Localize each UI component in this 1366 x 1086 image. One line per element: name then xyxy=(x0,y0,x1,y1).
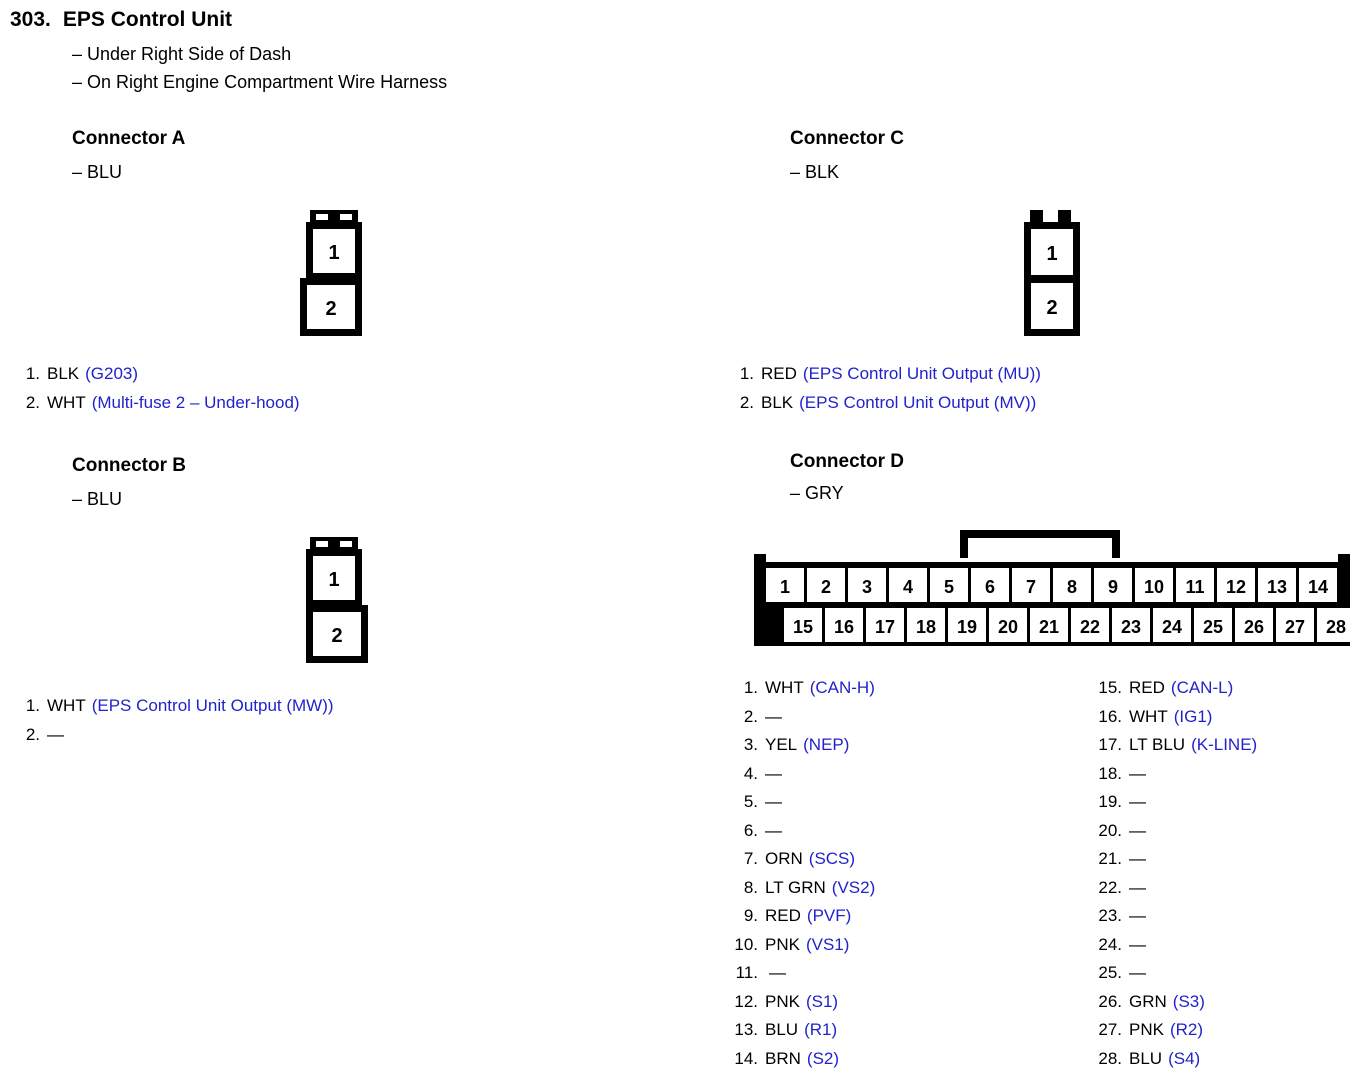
pin-wire: RED xyxy=(1129,678,1165,697)
svg-text:18: 18 xyxy=(915,617,937,637)
pin-index: 24. xyxy=(1098,934,1122,954)
pin-row xyxy=(1088,703,1366,732)
pin-wire: BLK xyxy=(761,392,794,412)
pin-index: 9. xyxy=(743,906,758,925)
svg-text:14: 14 xyxy=(1307,577,1329,597)
svg-text:26: 26 xyxy=(1243,617,1265,637)
pin-wire: — xyxy=(1129,849,1146,868)
pin-index: 5. xyxy=(743,792,758,811)
pin-wire: YEL xyxy=(765,735,798,754)
svg-text:5: 5 xyxy=(943,577,955,597)
pin-row xyxy=(730,845,1090,874)
pin-row xyxy=(730,988,1090,1017)
svg-text:2: 2 xyxy=(820,577,832,597)
pin-index: 11. xyxy=(735,963,758,982)
connector-c-title: Connector C xyxy=(790,128,904,149)
pin-row xyxy=(730,360,1290,389)
pin-wire: WHT xyxy=(765,678,804,697)
pin-wire: LT BLU xyxy=(1129,735,1186,754)
pin-signal: (S4) xyxy=(1168,1048,1201,1068)
pin-index: 13. xyxy=(734,1020,758,1039)
connector-d-title: Connector D xyxy=(790,451,904,472)
pin-index: 17. xyxy=(1098,735,1122,754)
pin-index: 8. xyxy=(743,877,758,897)
pin-wire: GRN xyxy=(1129,991,1167,1011)
pin-index: 10. xyxy=(734,934,758,954)
pin-row xyxy=(730,902,1090,931)
pin-signal: (R1) xyxy=(804,1020,838,1039)
pin-row xyxy=(730,703,1090,732)
pin-row xyxy=(16,692,536,721)
svg-text:9: 9 xyxy=(1107,577,1119,597)
pin-wire: — xyxy=(769,963,786,982)
pin-row xyxy=(1088,760,1366,789)
pin-wire: — xyxy=(1129,877,1146,897)
pin-wire: BLU xyxy=(765,1020,799,1039)
pin-wire: BLU xyxy=(1129,1048,1163,1068)
pin-wire: — xyxy=(1129,963,1146,982)
svg-text:24: 24 xyxy=(1161,617,1183,637)
svg-text:3: 3 xyxy=(861,577,873,597)
pin-index: 28. xyxy=(1098,1048,1122,1068)
connector-d-color: – GRY xyxy=(790,483,844,503)
pin-row xyxy=(730,874,1090,903)
pin-index: 14. xyxy=(734,1048,758,1068)
pin-signal: (S3) xyxy=(1172,991,1205,1011)
pin-index: 2. xyxy=(25,392,40,412)
pin-wire: RED xyxy=(761,364,797,383)
pin-row xyxy=(730,931,1090,960)
svg-text:1: 1 xyxy=(328,242,340,264)
svg-text:22: 22 xyxy=(1079,617,1101,637)
pin-row xyxy=(16,389,536,418)
pin-index: 6. xyxy=(743,820,758,840)
pin-index: 1. xyxy=(739,364,754,383)
pin-signal: (SCS) xyxy=(808,849,856,868)
svg-text:11: 11 xyxy=(1185,577,1205,597)
pin-wire: PNK xyxy=(765,991,800,1011)
svg-text:21: 21 xyxy=(1038,617,1060,637)
pin-index: 19. xyxy=(1098,792,1122,811)
pin-signal: (NEP) xyxy=(803,735,850,754)
pin-index: 21. xyxy=(1098,849,1122,868)
pin-index: 7. xyxy=(743,849,758,868)
svg-text:1: 1 xyxy=(328,569,340,591)
connector-c-pin-list xyxy=(730,360,1290,417)
pin-wire: BRN xyxy=(765,1048,801,1068)
pin-row xyxy=(730,731,1090,760)
svg-text:25: 25 xyxy=(1202,617,1224,637)
pin-index: 27. xyxy=(1098,1020,1122,1039)
connector-a-title: Connector A xyxy=(72,128,186,149)
svg-text:20: 20 xyxy=(997,617,1019,637)
pin-signal: (S2) xyxy=(806,1048,840,1068)
svg-text:23: 23 xyxy=(1120,617,1142,637)
pin-index: 15. xyxy=(1098,678,1122,697)
pin-wire: WHT xyxy=(47,392,86,412)
svg-text:27: 27 xyxy=(1284,617,1306,637)
pin-wire: — xyxy=(765,792,782,811)
pin-row xyxy=(730,389,1290,418)
pin-index: 22. xyxy=(1098,877,1122,897)
pin-row xyxy=(1088,1045,1366,1074)
svg-text:4: 4 xyxy=(902,577,914,597)
pin-wire: — xyxy=(1129,792,1146,811)
pin-row xyxy=(730,674,1090,703)
pin-index: 18. xyxy=(1098,763,1122,783)
pin-row xyxy=(730,1045,1090,1074)
section-title: EPS Control Unit xyxy=(62,8,233,31)
pin-signal: (EPS Control Unit Output (MU)) xyxy=(802,364,1041,383)
pin-row xyxy=(730,817,1090,846)
connector-d-pin-list-left xyxy=(730,674,1090,1073)
pin-wire: PNK xyxy=(765,934,800,954)
pin-wire: — xyxy=(765,763,782,783)
pin-wire: — xyxy=(1129,906,1146,925)
section-number: 303. xyxy=(10,8,51,31)
pin-signal: (PVF) xyxy=(806,906,852,925)
pin-index: 3. xyxy=(743,735,758,754)
pin-wire: PNK xyxy=(1129,1020,1164,1039)
pin-signal: (IG1) xyxy=(1173,706,1213,726)
pin-index: 1. xyxy=(25,364,40,383)
pin-index: 16. xyxy=(1098,706,1122,726)
svg-text:16: 16 xyxy=(833,617,855,637)
svg-text:6: 6 xyxy=(984,577,996,597)
pin-row xyxy=(1088,788,1366,817)
pin-index: 12. xyxy=(734,991,758,1011)
svg-text:10: 10 xyxy=(1143,577,1165,597)
pin-wire: RED xyxy=(765,906,801,925)
connector-b-title: Connector B xyxy=(72,455,186,476)
pin-row xyxy=(1088,874,1366,903)
svg-text:13: 13 xyxy=(1266,577,1288,597)
pin-row xyxy=(730,959,1090,988)
svg-text:2: 2 xyxy=(325,298,337,320)
page-title xyxy=(10,8,232,32)
pin-wire: LT GRN xyxy=(765,877,826,897)
svg-text:7: 7 xyxy=(1025,577,1037,597)
pin-row xyxy=(16,721,536,750)
pin-index: 26. xyxy=(1098,991,1122,1011)
pin-wire: ORN xyxy=(765,849,803,868)
svg-text:8: 8 xyxy=(1066,577,1078,597)
svg-text:28: 28 xyxy=(1325,617,1347,637)
pin-signal: (VS2) xyxy=(831,877,876,897)
svg-text:19: 19 xyxy=(956,617,978,637)
connector-a-figure xyxy=(300,206,380,341)
pin-index: 4. xyxy=(743,763,758,783)
pin-signal: (VS1) xyxy=(805,934,850,954)
svg-text:17: 17 xyxy=(874,617,896,637)
pin-signal: (EPS Control Unit Output (MW)) xyxy=(91,696,334,715)
pin-row xyxy=(1088,845,1366,874)
pin-signal: (K-LINE) xyxy=(1191,735,1258,754)
pin-row xyxy=(1088,674,1366,703)
svg-text:1: 1 xyxy=(779,577,791,597)
pin-index: 2. xyxy=(739,392,754,412)
svg-text:2: 2 xyxy=(1046,297,1058,319)
pin-wire: — xyxy=(765,706,782,726)
pin-row xyxy=(1088,1016,1366,1045)
pin-signal: (CAN-H) xyxy=(809,678,875,697)
pin-index: 2. xyxy=(25,724,40,744)
connector-b-color: – BLU xyxy=(72,489,123,509)
connector-c-color: – BLK xyxy=(790,162,840,182)
pin-row xyxy=(1088,731,1366,760)
pin-row xyxy=(1088,931,1366,960)
svg-text:15: 15 xyxy=(792,617,814,637)
connector-b-pin-list xyxy=(16,692,536,749)
pin-signal: (G203) xyxy=(85,364,139,383)
pin-index: 25. xyxy=(1098,963,1122,982)
header-subline-2: – On Right Engine Compartment Wire Harness xyxy=(72,72,448,92)
pin-wire: — xyxy=(765,820,782,840)
pin-index: 2. xyxy=(743,706,758,726)
connector-b-figure xyxy=(300,533,380,668)
pin-signal: (S1) xyxy=(805,991,839,1011)
connector-c-figure xyxy=(1018,206,1098,341)
pin-row xyxy=(730,788,1090,817)
connector-d-figure xyxy=(752,528,1352,648)
pin-index: 23. xyxy=(1098,906,1122,925)
pin-signal: (R2) xyxy=(1169,1020,1204,1039)
connector-a-color: – BLU xyxy=(72,162,123,182)
pin-row xyxy=(1088,988,1366,1017)
pin-wire: — xyxy=(47,724,64,744)
header-subline-1: – Under Right Side of Dash xyxy=(72,44,292,64)
pin-row xyxy=(1088,817,1366,846)
svg-text:1: 1 xyxy=(1046,243,1058,265)
pin-row xyxy=(1088,959,1366,988)
connector-d-pin-list-right xyxy=(1088,674,1366,1073)
pin-wire: — xyxy=(1129,934,1146,954)
pin-wire: WHT xyxy=(47,696,86,715)
pin-row xyxy=(730,760,1090,789)
pin-wire: BLK xyxy=(47,364,80,383)
pin-index: 20. xyxy=(1098,820,1122,840)
connector-a-pin-list xyxy=(16,360,536,417)
pin-index: 1. xyxy=(743,678,758,697)
pin-wire: — xyxy=(1129,763,1146,783)
pin-wire: WHT xyxy=(1129,706,1168,726)
pin-row xyxy=(1088,902,1366,931)
pin-signal: (CAN-L) xyxy=(1170,678,1234,697)
pin-row xyxy=(730,1016,1090,1045)
svg-text:2: 2 xyxy=(331,625,343,647)
pin-signal: (EPS Control Unit Output (MV)) xyxy=(799,392,1037,412)
svg-text:12: 12 xyxy=(1225,577,1247,597)
pin-row xyxy=(16,360,536,389)
pin-index: 1. xyxy=(25,696,40,715)
pin-wire: — xyxy=(1129,820,1146,840)
pin-signal: (Multi-fuse 2 – Under-hood) xyxy=(91,392,300,412)
